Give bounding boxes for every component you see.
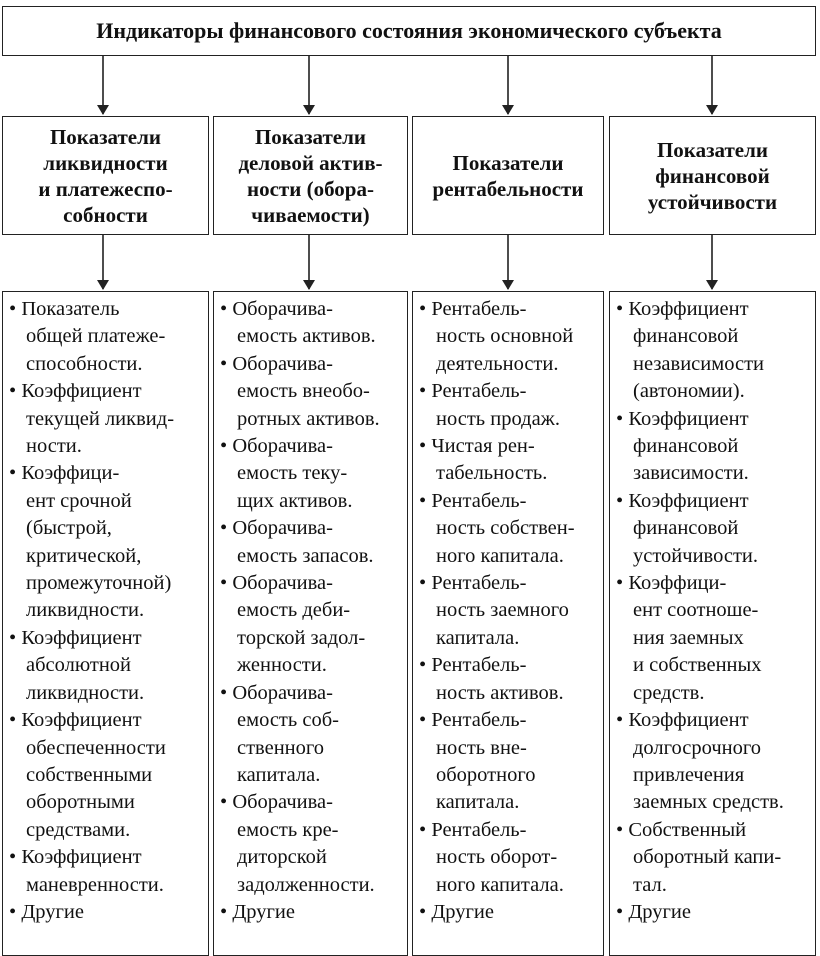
list-item: • Коэффици- ент срочной (быстрой, критической, промежуточной) ликвидности. bbox=[9, 460, 204, 624]
list-liquidity bbox=[2, 291, 209, 956]
list-item: • Рентабель- ность продаж. bbox=[419, 378, 599, 433]
list-item: • Коэффици- ент соотноше- ния заемных и собственных средств. bbox=[616, 570, 811, 707]
list-item: • Коэффициент финансовой устойчивости. bbox=[616, 488, 811, 570]
list-item: • Оборачива- емость активов. bbox=[220, 296, 403, 351]
list-item: • Показатель общей платеже- способности. bbox=[9, 296, 204, 378]
list-item: • Оборачива- емость деби- торской задол- женности. bbox=[220, 570, 403, 680]
header-financial-stability: Показатели финансовой устойчивости bbox=[609, 116, 816, 235]
list-item: • Оборачива- емость теку- щих активов. bbox=[220, 433, 403, 515]
header-business-activity: Показатели деловой актив- ности (обора- чиваемости) bbox=[213, 116, 408, 235]
list-item: • Другие bbox=[220, 899, 403, 926]
list-item: • Другие bbox=[616, 899, 811, 926]
list-item: • Собственный оборотный капи- тал. bbox=[616, 817, 811, 899]
list-item: • Коэффициент долгосрочного привлечения заемных средств. bbox=[616, 707, 811, 817]
list-item: • Коэффициент обеспеченности собственными оборотными средствами. bbox=[9, 707, 204, 844]
list-item: • Другие bbox=[419, 899, 599, 926]
list-item: • Рентабель- ность заемного капитала. bbox=[419, 570, 599, 652]
list-item: • Рентабель- ность оборот- ного капитала. bbox=[419, 817, 599, 899]
diagram-title: Индикаторы финансового состояния экономического субъекта bbox=[2, 6, 816, 56]
list-item: • Другие bbox=[9, 899, 204, 926]
list-item: • Чистая рен- табельность. bbox=[419, 433, 599, 488]
list-item: • Коэффициент финансовой независимости (автономии). bbox=[616, 296, 811, 406]
list-item: • Рентабель- ность основной деятельности. bbox=[419, 296, 599, 378]
header-liquidity: Показатели ликвидности и платежеспо- собности bbox=[2, 116, 209, 235]
list-item: • Оборачива- емость соб- ственного капитала. bbox=[220, 680, 403, 790]
list-item: • Рентабель- ность собствен- ного капитала. bbox=[419, 488, 599, 570]
list-item: • Оборачива- емость внеобо- ротных активов. bbox=[220, 351, 403, 433]
list-item: • Рентабель- ность вне- оборотного капитала. bbox=[419, 707, 599, 817]
list-item: • Коэффициент абсолютной ликвидности. bbox=[9, 625, 204, 707]
list-financial-stability bbox=[609, 291, 816, 956]
list-item: • Рентабель- ность активов. bbox=[419, 652, 599, 707]
list-item: • Коэффициент маневренности. bbox=[9, 844, 204, 899]
header-profitability: Показатели рентабельности bbox=[412, 116, 604, 235]
list-item: • Оборачива- емость запасов. bbox=[220, 515, 403, 570]
list-profitability bbox=[412, 291, 604, 956]
list-business-activity bbox=[213, 291, 408, 956]
list-item: • Оборачива- емость кре- диторской задолженности. bbox=[220, 789, 403, 899]
list-item: • Коэффициент текущей ликвид- ности. bbox=[9, 378, 204, 460]
list-item: • Коэффициент финансовой зависимости. bbox=[616, 406, 811, 488]
